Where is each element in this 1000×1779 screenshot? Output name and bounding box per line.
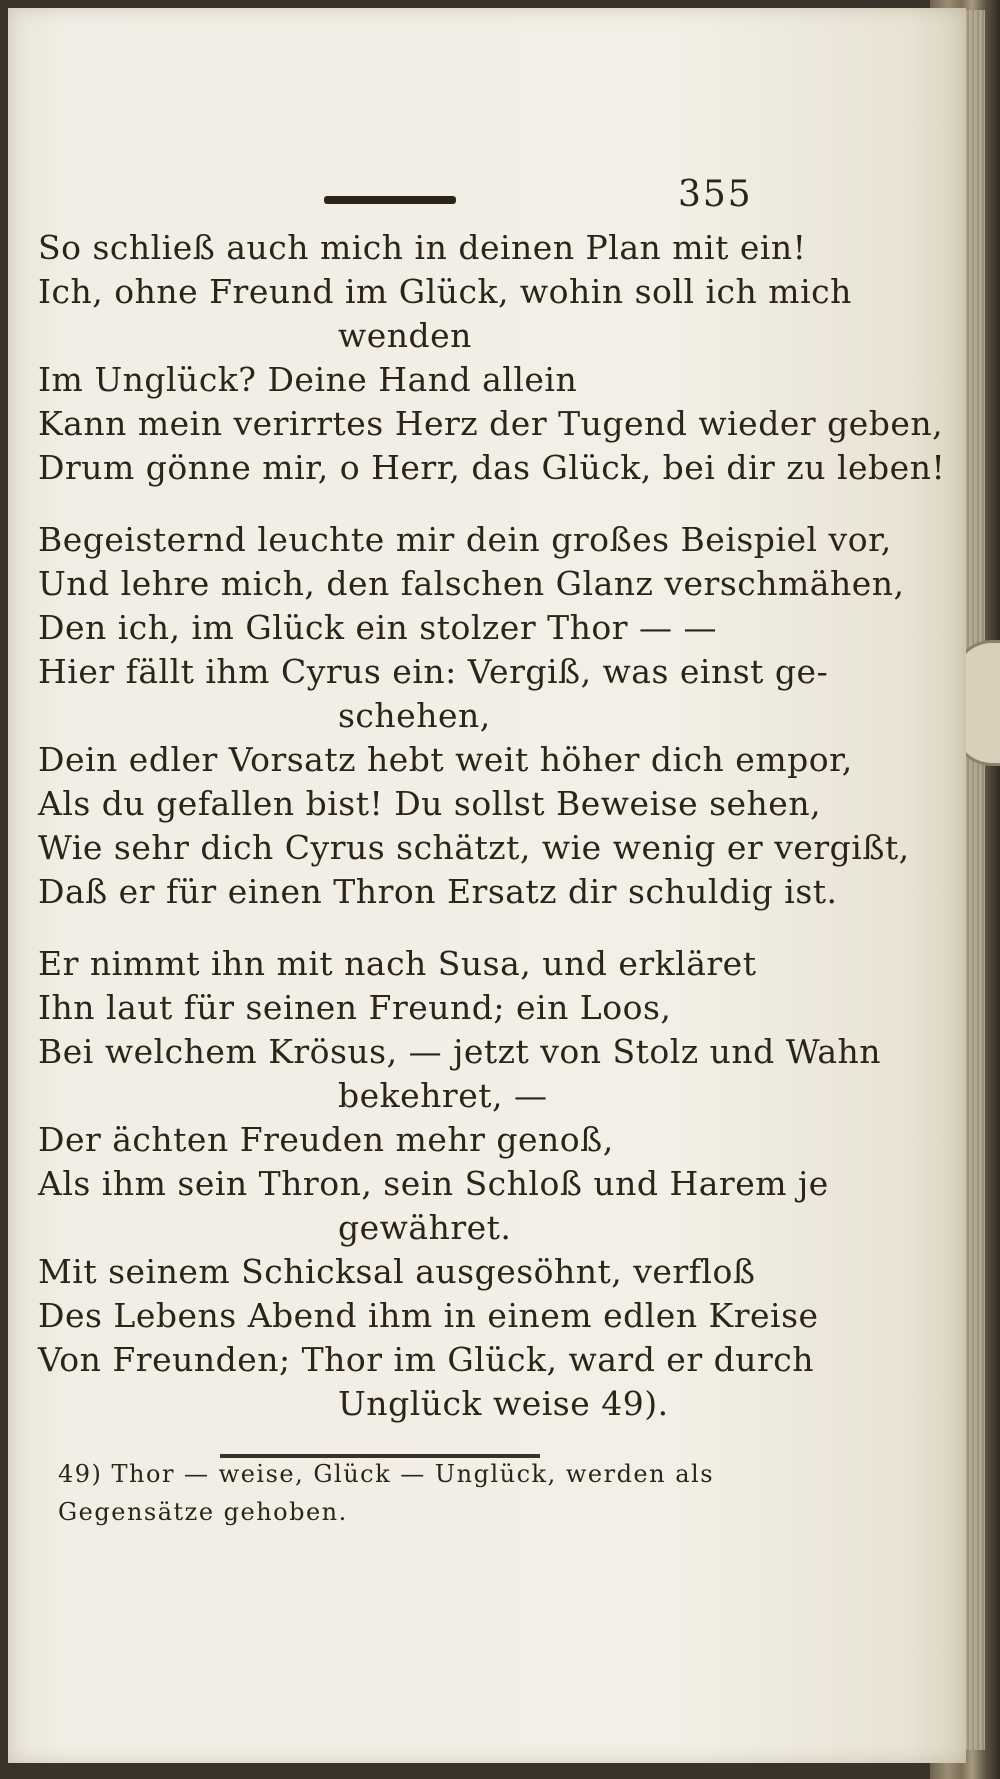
header-rule (324, 196, 456, 204)
verse-line: Daß er für einen Thron Ersatz dir schuldig ist. (38, 872, 838, 911)
verse-line-continuation: Unglück weise 49). (338, 1384, 669, 1423)
verse-line-continuation: schehen, (338, 696, 491, 735)
verse-line: Den ich, im Glück ein stolzer Thor — — (38, 608, 717, 647)
verse-line-continuation: gewähret. (338, 1208, 512, 1247)
verse-line: Begeisternd leuchte mir dein großes Beispiel vor, (38, 520, 892, 559)
verse-line-continuation: bekehret, — (338, 1076, 548, 1115)
verse-line: Als ihm sein Thron, sein Schloß und Harem je (38, 1164, 829, 1203)
verse-line: Des Lebens Abend ihm in einem edlen Kreise (38, 1296, 819, 1335)
verse-line: Ich, ohne Freund im Glück, wohin soll ich mich (38, 272, 852, 311)
verse-line-continuation: wenden (338, 316, 472, 355)
verse-line: Als du gefallen bist! Du sollst Beweise sehen, (38, 784, 822, 823)
book-page (8, 8, 966, 1763)
footnote-line2: Gegensätze gehoben. (58, 1498, 348, 1526)
verse-line: Bei welchem Krösus, — jetzt von Stolz und Wahn (38, 1032, 882, 1071)
verse-line: Im Unglück? Deine Hand allein (38, 360, 578, 399)
verse-line: Der ächten Freuden mehr genoß, (38, 1120, 614, 1159)
verse-line: Drum gönne mir, o Herr, das Glück, bei dir zu leben! (38, 448, 946, 487)
verse-line: Dein edler Vorsatz hebt weit höher dich empor, (38, 740, 853, 779)
page-header (38, 168, 758, 228)
footnote-rule (220, 1454, 540, 1458)
verse-line: Und lehre mich, den falschen Glanz verschmähen, (38, 564, 905, 603)
verse-line: So schließ auch mich in deinen Plan mit ein! (38, 228, 807, 267)
verse-line: Er nimmt ihn mit nach Susa, und erkläret (38, 944, 757, 983)
footnote-line1: 49) Thor — weise, Glück — Unglück, werden als (58, 1460, 715, 1488)
verse-line: Von Freunden; Thor im Glück, ward er durch (38, 1340, 814, 1379)
verse-line: Ihn laut für seinen Freund; ein Loos, (38, 988, 672, 1027)
verse-line: Wie sehr dich Cyrus schätzt, wie wenig er vergißt, (38, 828, 910, 867)
verse-line: Kann mein verirrtes Herz der Tugend wieder geben, (38, 404, 944, 443)
page-number: 355 (678, 174, 753, 215)
verse-line: Hier fällt ihm Cyrus ein: Vergiß, was einst ge- (38, 652, 829, 691)
verse-line: Mit seinem Schicksal ausgesöhnt, verfloß (38, 1252, 756, 1291)
